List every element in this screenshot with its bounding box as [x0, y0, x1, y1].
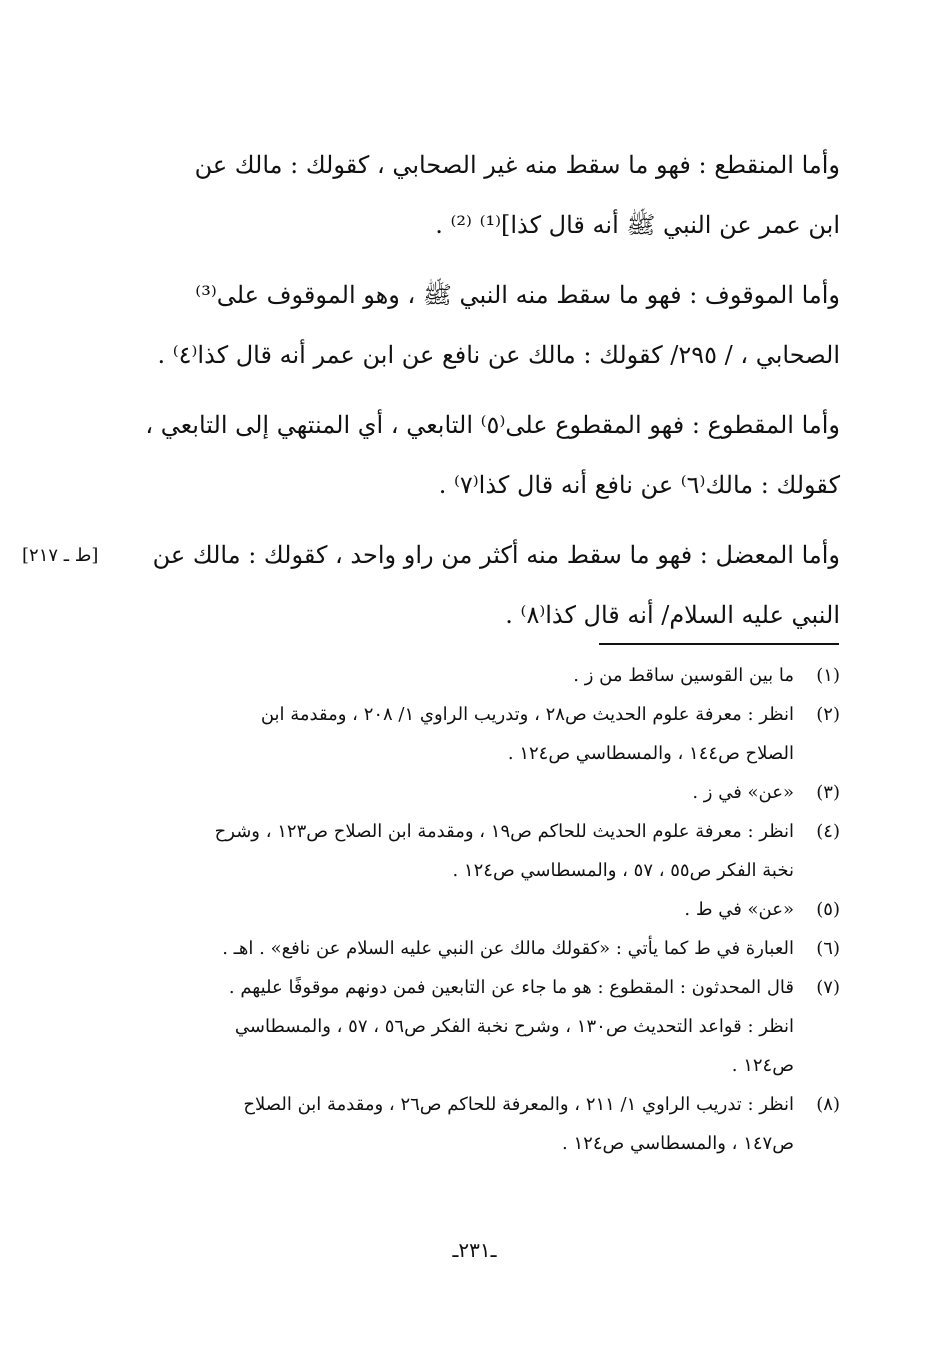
- paragraph-mudal: [128, 525, 840, 645]
- page-number: ـ٢٣١ـ: [452, 1238, 497, 1262]
- footnote-text: [128, 695, 794, 773]
- footnote-line: انظر : تدريب الراوي ١/ ٢١١ ، والمعرفة للحاكم ص٢٦ ، ومقدمة ابن الصلاح: [243, 1094, 794, 1115]
- footnote-line: «عن» في ز .: [692, 782, 794, 803]
- footnote: [128, 929, 840, 968]
- paragraph-line: الصحابي ، / ٢٩٥/ كقولك : مالك عن نافع عن ابن عمر أنه قال كذا⁽٤⁾ .: [157, 341, 840, 369]
- footnote-number: (١): [816, 665, 840, 686]
- footnote: [128, 656, 840, 695]
- paragraph-munqati: [128, 135, 840, 255]
- footnote-line: الصلاح ص١٤٤ ، والمسطاسي ص١٢٤ .: [507, 743, 794, 764]
- footnote: [128, 812, 840, 890]
- footnote-text: [128, 812, 794, 890]
- footnote-line: انظر : قواعد التحديث ص١٣٠ ، وشرح نخبة الفكر ص٥٦ ، ٥٧ ، والمسطاسي: [234, 1016, 794, 1037]
- paragraph-line: كقولك : مالك⁽٦⁾ عن نافع أنه قال كذا⁽٧⁾ .: [438, 471, 840, 499]
- footnote-number: (٧): [816, 977, 840, 998]
- footnote: [128, 773, 840, 812]
- footnote-line: «عن» في ط .: [684, 899, 794, 920]
- footnote: [128, 695, 840, 773]
- footnotes: [128, 656, 840, 1163]
- footnote-text: [128, 890, 794, 929]
- footnote-text: [128, 929, 794, 968]
- footnote-line: قال المحدثون : المقطوع : هو ما جاء عن التابعين فمن دونهم موقوفًا عليهم .: [228, 977, 794, 998]
- paragraph-line: وأما المنقطع : فهو ما سقط منه غير الصحابي ، كقولك : مالك عن: [194, 151, 840, 179]
- footnote-number: (٨): [816, 1094, 840, 1115]
- footnote-number: (٤): [816, 821, 840, 842]
- footnote-text: [128, 968, 794, 1085]
- footnote-number: (٢): [816, 704, 840, 725]
- footnote-line: ص١٢٤ .: [731, 1055, 794, 1076]
- paragraph-line: ابن عمر عن النبي ﷺ أنه قال كذا]⁽¹⁾ ⁽²⁾ .: [435, 211, 840, 239]
- paragraph-line: النبي عليه السلام/ أنه قال كذا⁽٨⁾ .: [505, 601, 840, 629]
- footnote-line: ص١٤٧ ، والمسطاسي ص١٢٤ .: [562, 1133, 794, 1154]
- footnote-number: (٥): [816, 899, 840, 920]
- footnote: [128, 1085, 840, 1163]
- footnote-line: انظر : معرفة علوم الحديث للحاكم ص١٩ ، ومقدمة ابن الصلاح ص١٢٣ ، وشرح: [214, 821, 794, 842]
- paragraph-line: وأما المعضل : فهو ما سقط منه أكثر من راو واحد ، كقولك : مالك عن: [152, 541, 840, 569]
- footnote-number: (٣): [816, 782, 840, 803]
- footnote-line: العبارة في ط كما يأتي : «كقولك مالك عن النبي عليه السلام عن نافع» . اهـ .: [222, 938, 794, 959]
- footnote-text: [128, 773, 794, 812]
- footnote-line: نخبة الفكر ص٥٥ ، ٥٧ ، والمسطاسي ص١٢٤ .: [452, 860, 794, 881]
- footnote-number: (٦): [816, 938, 840, 959]
- footnote-text: [128, 656, 794, 695]
- footnote-line: انظر : معرفة علوم الحديث ص٢٨ ، وتدريب الراوي ١/ ٢٠٨ ، ومقدمة ابن: [260, 704, 794, 725]
- footnote: [128, 968, 840, 1085]
- footnote-line: ما بين القوسين ساقط من ز .: [573, 665, 794, 686]
- footnote-text: [128, 1085, 794, 1163]
- paragraph-mawquf: [128, 265, 840, 385]
- footnote: [128, 890, 840, 929]
- paragraph-line: وأما الموقوف : فهو ما سقط منه النبي ﷺ ، وهو الموقوف على⁽³⁾: [195, 281, 840, 309]
- margin-reference: [ط ـ ٢١٧]: [22, 545, 99, 566]
- paragraph-line: وأما المقطوع : فهو المقطوع على⁽٥⁾ التابعي ، أي المنتهي إلى التابعي ،: [145, 411, 840, 439]
- main-text: [128, 135, 840, 655]
- footnote-divider: [599, 643, 839, 645]
- paragraph-maqtu: [128, 395, 840, 515]
